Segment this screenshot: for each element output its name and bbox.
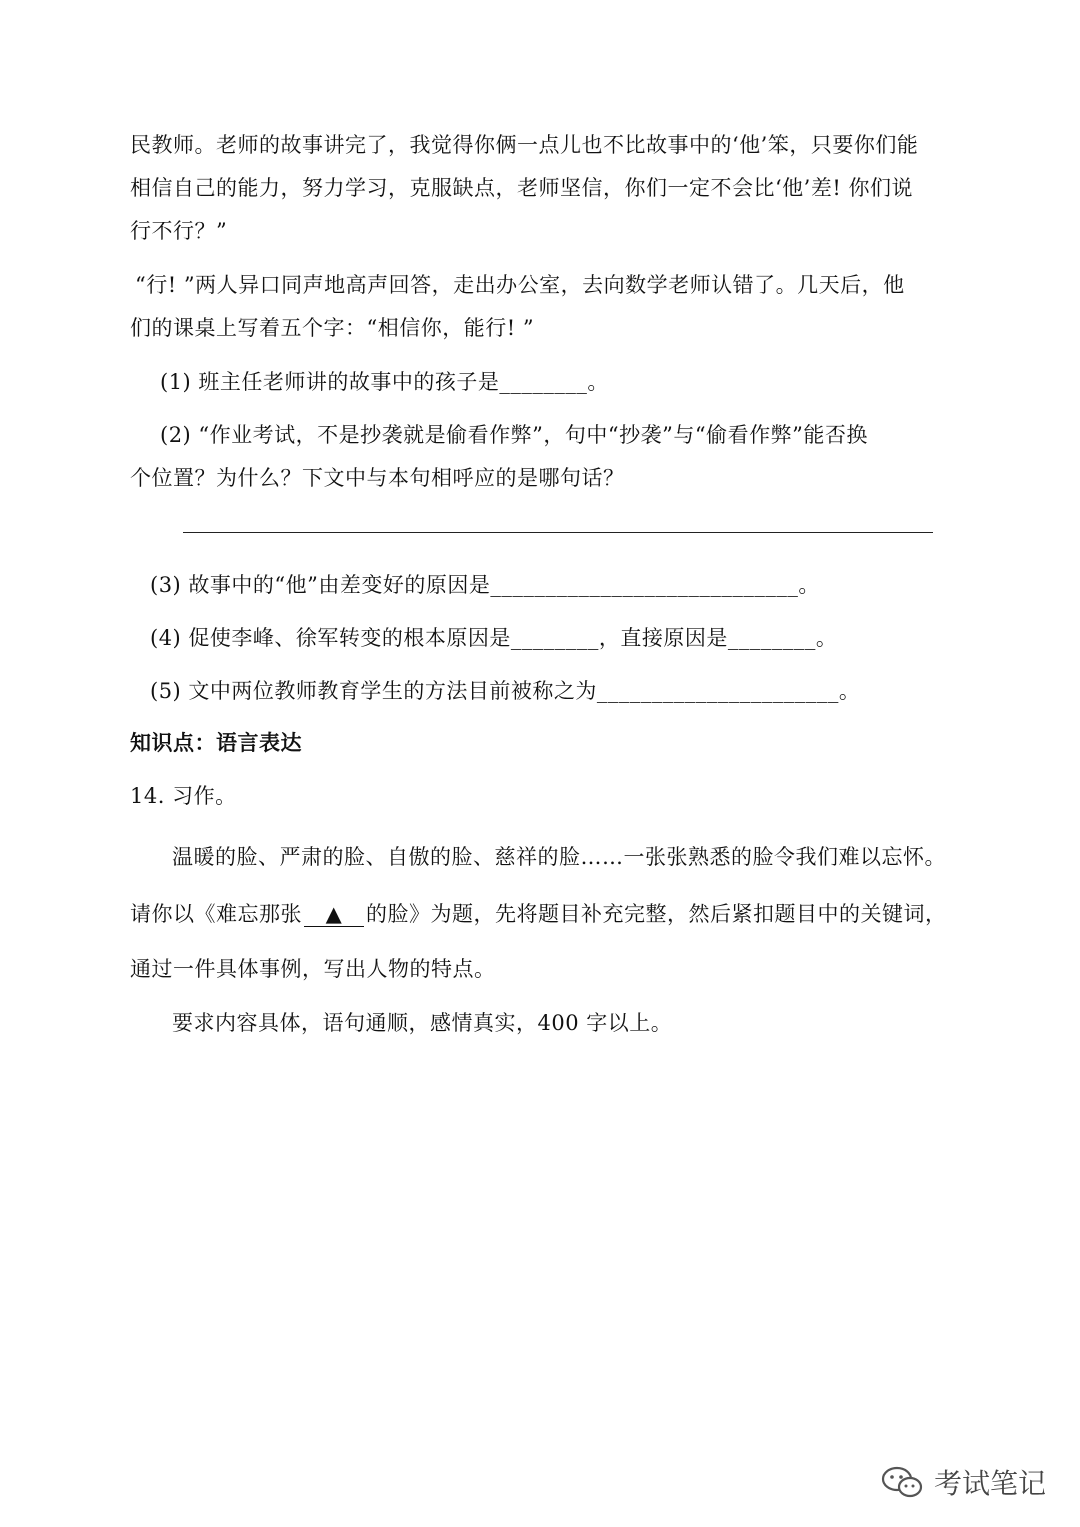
watermark-text: 考试笔记 xyxy=(934,1467,1047,1500)
question-2-line2: 个位置？为什么？下文中与本句相呼应的是哪句话？ xyxy=(130,466,625,490)
question-14-line4: 要求内容具体，语句通顺，感情真实，400 字以上。 xyxy=(172,1011,673,1035)
answer-line xyxy=(183,532,933,533)
title-blank xyxy=(304,902,364,927)
question-14-line3: 通过一件具体事例，写出人物的特点。 xyxy=(130,957,496,981)
paragraph1-line2: 相信自己的能力，努力学习，克服缺点，老师坚信，你们一定不会比‘他’差! 你们说 xyxy=(130,176,913,200)
paragraph1-line1: 民教师。老师的故事讲完了，我觉得你俩一点儿也不比故事中的‘他’笨，只要你们能 xyxy=(130,133,919,157)
paragraph2-line1: “行! ”两人异口同声地高声回答，走出办公室，去向数学老师认错了。几天后，他 xyxy=(135,273,905,297)
question-14-line2 xyxy=(130,899,947,929)
watermark xyxy=(880,1462,1046,1502)
question-14-line1: 温暖的脸、严肃的脸、自傲的脸、慈祥的脸……一张张熟悉的脸令我们难以忘怀。 xyxy=(172,845,946,869)
knowledge-point-heading: 知识点：语言表达 xyxy=(130,731,302,755)
question-14-line2-suffix: 的脸》为题，先将题目补充完整，然后紧扣题目中的关键词， xyxy=(366,902,947,926)
question-14-title: 14. 习作。 xyxy=(130,784,237,808)
triangle-icon: ▲ xyxy=(325,902,343,926)
question-14-line2-prefix: 请你以《难忘那张 xyxy=(130,902,302,926)
question-3: (3) 故事中的“他”由差变好的原因是____________________________。 xyxy=(150,573,820,597)
paragraph2-line2: 们的课桌上写着五个字：“相信你，能行! ” xyxy=(130,316,535,340)
paragraph1-line3: 行不行？” xyxy=(130,219,228,243)
question-4: (4) 促使李峰、徐军转变的根本原因是________，直接原因是________。 xyxy=(150,626,838,650)
question-5: (5) 文中两位教师教育学生的方法目前被称之为______________________。 xyxy=(150,679,861,703)
wechat-icon xyxy=(880,1464,924,1500)
question-1: (1) 班主任老师讲的故事中的孩子是________。 xyxy=(160,370,609,394)
question-2-line1: (2) “作业考试，不是抄袭就是偷看作弊”，句中“抄袭”与“偷看作弊”能否换 xyxy=(160,423,868,447)
